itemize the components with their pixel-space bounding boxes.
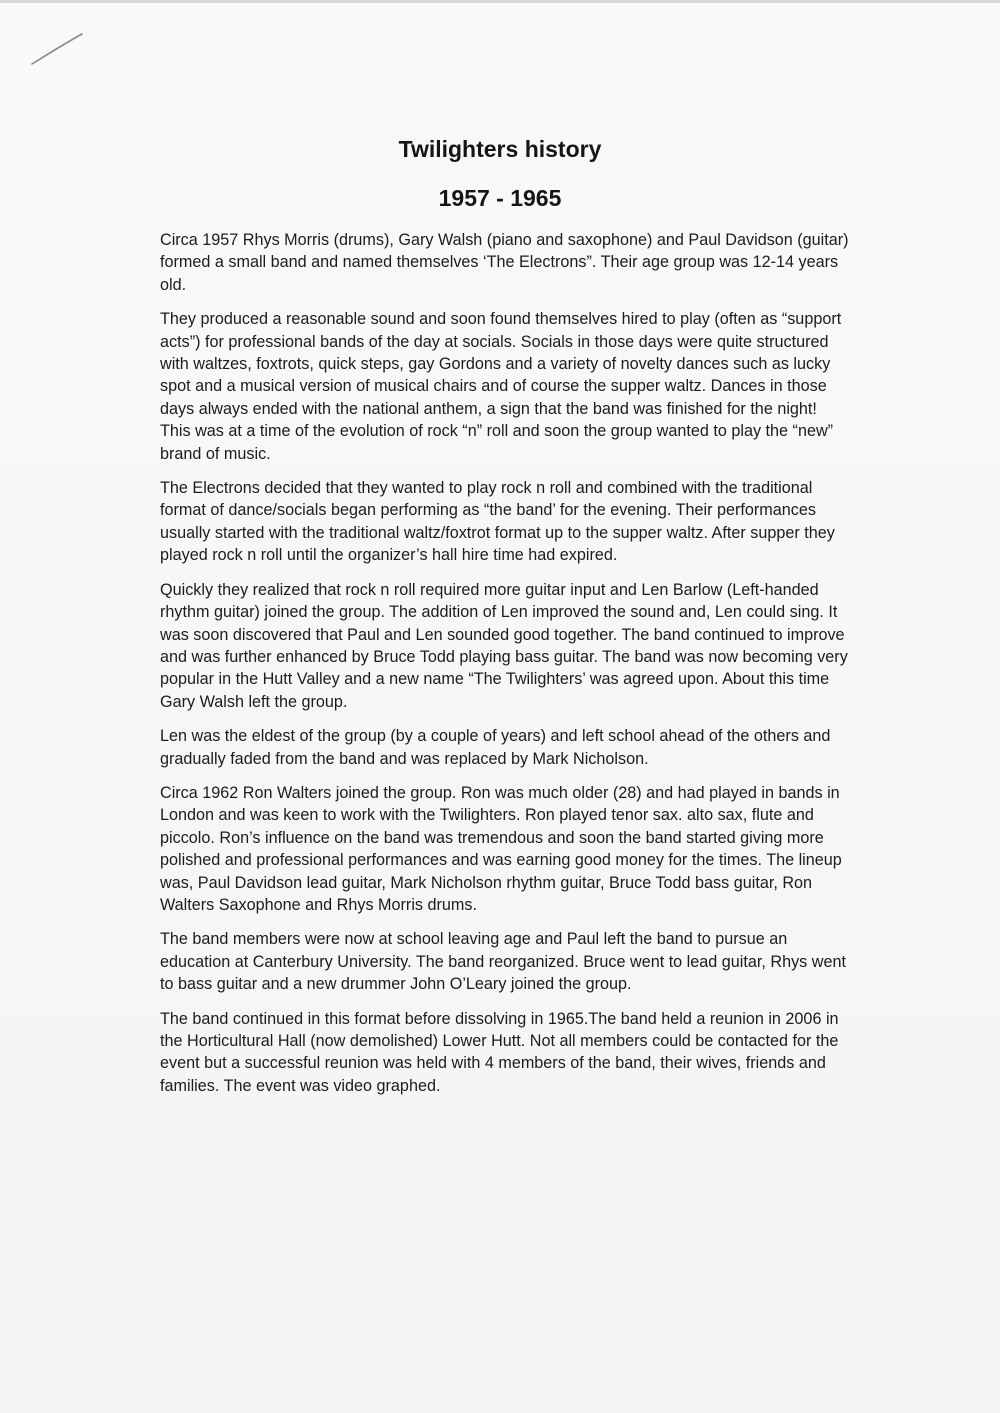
paragraph-5: Len was the eldest of the group (by a couple of years) and left school ahead of the others and gradually faded from the band and was replaced by Mark Nicholson. <box>160 727 831 768</box>
page-top-edge <box>0 0 1000 3</box>
document-title: Twilighters history <box>398 136 602 162</box>
paragraph-6: Circa 1962 Ron Walters joined the group. Ron was much older (28) and had played in bands in London and was keen to work with the Twilighters. Ron played tenor sax. alto sax, flute and piccolo. Ron’s influence on the band was tremendous and soon the band started giving more polished and professional performances and was earning good money for the times. The lineup was, Paul Davidson lead guitar, Mark Nicholson rhythm guitar, Bruce Todd bass guitar, Ron Walters Saxophone and Rhys Morris drums. <box>160 783 842 914</box>
paragraph-1: Circa 1957 Rhys Morris (drums), Gary Walsh (piano and saxophone) and Paul Davidson (guitar) formed a small band and named themselves ‘The Electrons”. Their age group was 12-14 years old. <box>160 231 849 294</box>
document-body <box>160 229 850 1109</box>
paragraph-3: The Electrons decided that they wanted to play rock n roll and combined with the traditional format of dance/socials began performing as “the band’ for the evening. Their performances usually started with the traditional waltz/foxtrot format up to the supper waltz. After supper they played rock n roll until the organizer’s hall hire time had expired. <box>160 479 835 565</box>
paragraph-2: They produced a reasonable sound and soon found themselves hired to play (often as “support acts”) for professional bands of the day at socials. Socials in those days were quite structured with waltzes, foxtrots, quick steps, gay Gordons and a variety of novelty dances such as lucky spot and a musical version of musical chairs and of course the supper waltz. Dances in those days always ended with the national anthem, a sign that the band was finished for the night! This was at a time of the evolution of rock “n” roll and soon the group wanted to play the “new” brand of music. <box>160 310 842 463</box>
pen-stroke-mark <box>28 30 88 70</box>
paragraph-7: The band members were now at school leaving age and Paul left the band to pursue an education at Canterbury University. The band reorganized. Bruce went to lead guitar, Rhys went to bass guitar and a new drummer John O’Leary joined the group. <box>160 930 846 994</box>
document-years: 1957 - 1965 <box>438 185 562 211</box>
paragraph-8: The band continued in this format before dissolving in 1965.The band held a reunion in 2006 in the Horticultural Hall (now demolished) Lower Hutt. Not all members could be contacted for the event but a successful reunion was held with 4 members of the band, their wives, friends and families. The event was video graphed. <box>160 1009 839 1095</box>
paragraph-4: Quickly they realized that rock n roll required more guitar input and Len Barlow (Left-handed rhythm guitar) joined the group. The addition of Len improved the sound and, Len could sing. It was soon discovered that Paul and Len sounded good together. The band continued to improve and was further enhanced by Bruce Todd playing bass guitar. The band was now becoming very popular in the Hutt Valley and a new name “The Twilighters’ was agreed upon. About this time Gary Walsh left the group. <box>160 580 848 711</box>
